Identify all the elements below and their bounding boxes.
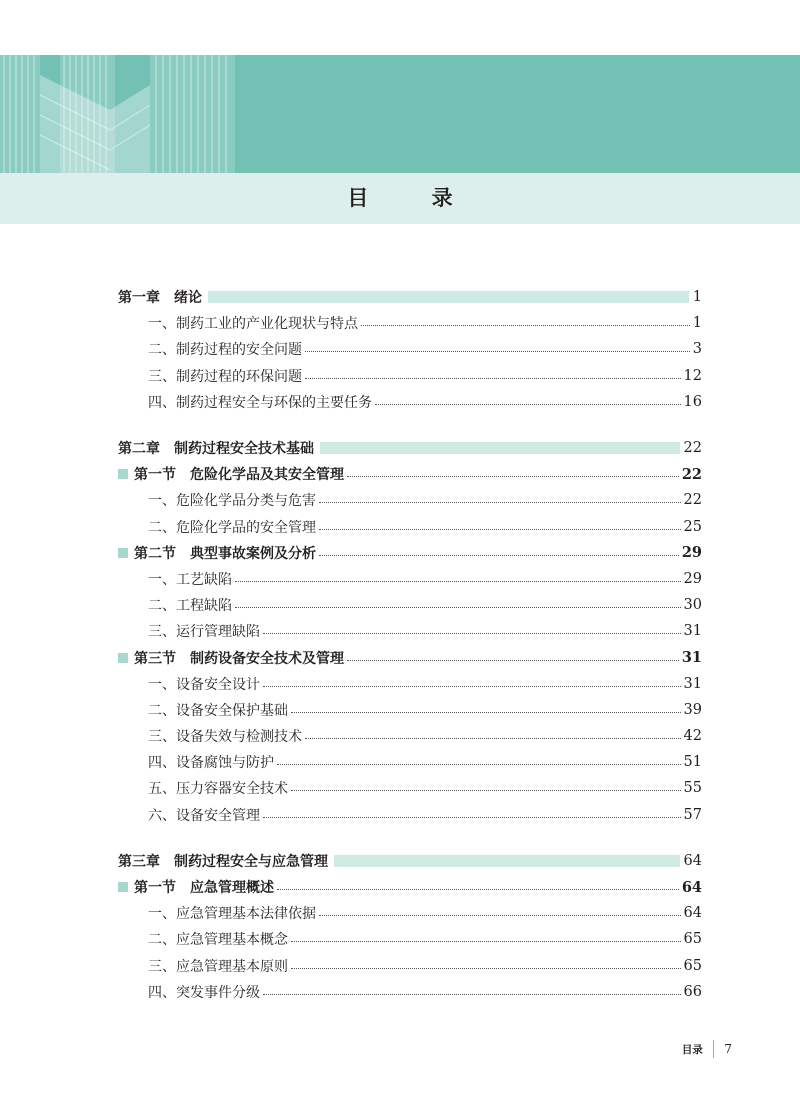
- dot-leader: [291, 711, 681, 713]
- toc-item[interactable]: [118, 926, 702, 952]
- page-number: 7: [724, 1042, 732, 1056]
- toc-entry-label: 五、压力容器安全技术: [148, 781, 288, 798]
- toc-entry-label: 四、设备腐蚀与防护: [148, 755, 274, 772]
- toc-section[interactable]: [118, 540, 702, 566]
- toc-entry-label: 三、制药过程的环保问题: [148, 368, 302, 385]
- toc-entry-page: 30: [683, 597, 702, 614]
- toc-section[interactable]: [118, 874, 702, 900]
- dot-leader: [263, 632, 681, 634]
- toc-item[interactable]: [118, 697, 702, 723]
- dot-leader: [375, 403, 681, 405]
- section-marker-icon: [118, 882, 128, 892]
- toc-chapter[interactable]: [118, 435, 702, 461]
- toc-entry-page: 64: [683, 852, 702, 869]
- dot-leader: [305, 377, 681, 379]
- dot-leader: [235, 606, 681, 608]
- table-of-contents: [118, 284, 702, 1005]
- dot-leader: [235, 580, 681, 582]
- toc-item[interactable]: [118, 802, 702, 828]
- toc-entry-page: 65: [683, 931, 702, 948]
- dot-leader: [277, 763, 681, 765]
- toc-section[interactable]: [118, 461, 702, 487]
- dot-leader: [277, 888, 679, 890]
- toc-entry-page: 22: [683, 492, 702, 509]
- toc-entry-page: 16: [683, 393, 702, 410]
- toc-item[interactable]: [118, 671, 702, 697]
- toc-entry-label: 四、制药过程安全与环保的主要任务: [148, 394, 372, 411]
- page-footer: [682, 1040, 732, 1058]
- toc-item[interactable]: [118, 336, 702, 362]
- toc-entry-page: 64: [681, 878, 702, 896]
- toc-chapter[interactable]: [118, 848, 702, 874]
- toc-entry-page: 29: [683, 570, 702, 587]
- toc-entry-page: 31: [683, 623, 702, 640]
- toc-entry-label: 二、工程缺陷: [148, 598, 232, 615]
- toc-entry-label: 二、危险化学品的安全管理: [148, 519, 316, 536]
- toc-item[interactable]: [118, 389, 702, 415]
- dot-leader: [361, 324, 690, 326]
- toc-chapter[interactable]: [118, 284, 702, 310]
- dot-leader: [305, 350, 690, 352]
- toc-item[interactable]: [118, 979, 702, 1005]
- toc-item[interactable]: [118, 723, 702, 749]
- chapter-highlight-bar: [320, 442, 680, 454]
- toc-entry-page: 25: [683, 518, 702, 535]
- title-band: [0, 173, 800, 224]
- toc-entry-page: 3: [692, 341, 702, 358]
- toc-entry-label: 一、工艺缺陷: [148, 571, 232, 588]
- toc-entry-page: 64: [683, 905, 702, 922]
- toc-entry-label: 二、设备安全保护基础: [148, 702, 288, 719]
- dot-leader: [291, 967, 681, 969]
- section-marker-icon: [118, 469, 128, 479]
- toc-entry-page: 1: [692, 315, 702, 332]
- toc-entry-page: 65: [683, 957, 702, 974]
- dot-leader: [263, 816, 681, 818]
- footer-divider: [713, 1040, 715, 1058]
- toc-entry-label: 第二章 制药过程安全技术基础: [118, 441, 314, 458]
- toc-entry-label: 第二节 典型事故案例及分析: [134, 545, 316, 562]
- toc-entry-label: 四、突发事件分级: [148, 984, 260, 1001]
- dot-leader: [291, 789, 681, 791]
- toc-entry-page: 12: [683, 367, 702, 384]
- toc-entry-page: 42: [683, 728, 702, 745]
- page-title: 目 录: [347, 186, 481, 210]
- dot-leader: [319, 554, 679, 556]
- dot-leader: [319, 914, 681, 916]
- toc-entry-page: 31: [681, 649, 702, 667]
- toc-entry-label: 第一章 绪论: [118, 290, 202, 307]
- dot-leader: [263, 685, 681, 687]
- toc-entry-label: 三、应急管理基本原则: [148, 958, 288, 975]
- dot-leader: [291, 940, 681, 942]
- dot-leader: [347, 659, 679, 661]
- toc-entry-page: 22: [683, 440, 702, 457]
- toc-entry-label: 第一节 应急管理概述: [134, 880, 274, 897]
- dot-leader: [263, 993, 681, 995]
- toc-entry-label: 第三章 制药过程安全与应急管理: [118, 853, 328, 870]
- dot-leader: [319, 501, 681, 503]
- toc-item[interactable]: [118, 363, 702, 389]
- toc-item[interactable]: [118, 775, 702, 801]
- toc-entry-label: 一、设备安全设计: [148, 676, 260, 693]
- toc-item[interactable]: [118, 618, 702, 644]
- toc-item[interactable]: [118, 310, 702, 336]
- dot-leader: [319, 528, 681, 530]
- toc-item[interactable]: [118, 953, 702, 979]
- toc-item[interactable]: [118, 514, 702, 540]
- toc-entry-page: 57: [683, 806, 702, 823]
- toc-entry-label: 六、设备安全管理: [148, 807, 260, 824]
- dot-leader: [305, 737, 681, 739]
- chapter-highlight-bar: [334, 855, 680, 867]
- toc-entry-page: 22: [681, 465, 702, 483]
- toc-item[interactable]: [118, 487, 702, 513]
- header-banner: [0, 55, 800, 173]
- toc-entry-label: 三、运行管理缺陷: [148, 624, 260, 641]
- toc-entry-page: 55: [683, 780, 702, 797]
- dot-leader: [347, 475, 679, 477]
- toc-entry-label: 一、制药工业的产业化现状与特点: [148, 316, 358, 333]
- toc-entry-label: 二、应急管理基本概念: [148, 932, 288, 949]
- toc-item[interactable]: [118, 566, 702, 592]
- toc-entry-page: 66: [683, 983, 702, 1000]
- toc-entry-page: 29: [681, 544, 702, 562]
- decorative-stripes-graphic: [0, 55, 240, 173]
- toc-entry-label: 第三节 制药设备安全技术及管理: [134, 650, 344, 667]
- toc-entry-label: 一、危险化学品分类与危害: [148, 493, 316, 510]
- toc-section[interactable]: [118, 644, 702, 670]
- toc-entry-label: 第一节 危险化学品及其安全管理: [134, 467, 344, 484]
- footer-label: 目录: [681, 1043, 703, 1056]
- toc-item[interactable]: [118, 900, 702, 926]
- toc-entry-page: 31: [683, 675, 702, 692]
- toc-entry-page: 1: [692, 289, 702, 306]
- toc-item[interactable]: [118, 749, 702, 775]
- toc-item[interactable]: [118, 592, 702, 618]
- toc-entry-label: 二、制药过程的安全问题: [148, 342, 302, 359]
- toc-entry-page: 51: [683, 754, 702, 771]
- chapter-highlight-bar: [208, 291, 689, 303]
- toc-entry-label: 三、设备失效与检测技术: [148, 729, 302, 746]
- section-marker-icon: [118, 548, 128, 558]
- section-marker-icon: [118, 653, 128, 663]
- toc-entry-page: 39: [683, 701, 702, 718]
- toc-entry-label: 一、应急管理基本法律依据: [148, 906, 316, 923]
